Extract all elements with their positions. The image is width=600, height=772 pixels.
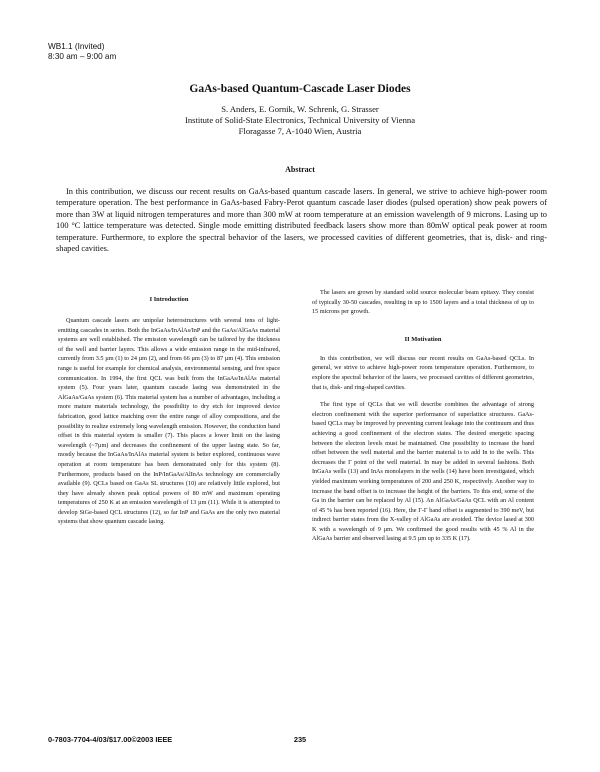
left-column [58,295,280,535]
affiliation: Institute of Solid-State Electronics, Technical University of Vienna [184,115,416,125]
abstract-heading: Abstract [285,165,315,174]
session-code: WB1.1 (Invited) [48,42,105,51]
authors: S. Anders, E. Gornik, W. Schrenk, G. Strasser [221,104,379,114]
session-header [48,42,116,62]
page-number: 235 [293,735,307,744]
address: Floragasse 7, A-1040 Wien, Austria [238,126,362,136]
session-time: 8:30 am – 9:00 am [48,52,117,61]
paper-title: GaAs-based Quantum-Cascade Laser Diodes [189,83,411,95]
section-heading-introduction: I Introduction [149,296,189,303]
paragraph: In this contribution, we will discuss our recent results on GaAs-based QCLs. In general, we strive to achieve high-power room temperature operation. Furthermore, to explore the spectral behavior of the lasers, we processed cavities of different geometries, that is, disk- and ring-shaped cavities. [312,354,534,391]
author-block [0,104,600,137]
footer-isbn: 0-7803-7704-4/03/$17.00©2003 IEEE [48,735,173,744]
paragraph: The first type of QCLs that we will describe combines the advantage of strong electron confinement with the superior performance of superlattice structures. GaAs-based QCLs may be improved by preventing current leakage into the continuum and thus achieving a good confinement of the electron states. The desired energetic spacing between the electron levels must be maintained. One possibility to increase the band offset between the well material and the barrier material is to add In to the wells. This decreases the Γ point of the well material. In may be added in several fashions. Both InGaAs wells (13) and InAs monolayers in the wells (14) have been investigated, which yielded maximum working temperatures of 200 and 250 K, respectively. Another way to increase the band offset is to increase the height of the barriers. To this end, some of the Ga in the barrier can be replaced by Al (15). An AlGaAs/GaAs QCL with an Al content of 45 % has been reported (16). Here, the Γ-Γ band offset is augmented to 390 meV, but indirect barrier states from the X-valley of AlGaAs are avoided. The device lased at 300 K with a wavelength of 9 µm. We confirmed the good results with 45 % Al in the AlGaAs barrier and observed lasing at 9.5 µm up to 335 K (17). [312,401,534,543]
right-column [312,288,534,552]
abstract-text: In this contribution, we discuss our recent results on GaAs-based quantum cascade lasers. In general, we strive to achieve high-power room temperature operation. The best performance in GaAs-based Fabry-Perot quantum cascade laser diodes (pulsed operation) show peak powers of more than 3W at liquid nitrogen temperatures and more than 300 mW at room temperature at an emission wavelength of 9 microns. Lasing up to 100 °C lattice temperature was detected. Single mode emitting distributed feedback lasers show more than 80mW optical peak power at room temperature. Furthermore, to explore the spectral behavior of the lasers, we processed cavities of different geometries, that is, disk- and ring-shaped cavities. [56,187,547,254]
section-heading-motivation: II Motivation [404,335,442,343]
paragraph: Quantum cascade lasers are unipolar heterostructures with several tens of light-emitting cascades in series. Both the InGaAs/InAlAs/InP and the GaAs/AlGaAs material systems are well established. The emission wavelength can be tailored by the thickness of the well and barrier layers. This allows a wide emission range in the mid-infrared, currently from 3.5 µm (1) to 24 µm (2), and from 66 µm (3) to 87 µm (4). This emission range is useful for example for chemical analysis, environmental sensing, and free space communication. In 1994, the first QCL was built from the InGaAs/InAlAs material system (5). Four years later, quantum cascade lasing was demonstrated in the AlGaAs/GaAs system (6). This material system has a number of advantages, including a more mature materials technology, the possibility to dry etch for improved device fabrication, good lattice matching over the entire range of alloy compositions, and the possibility to realize extremely long wavelength emission. However, the conduction band offset in this material system is smaller (7). This places a lower limit on the lasing wavelength (~7µm) and decreases the confinement of the upper lasing state. So far, mostly because the InGaAs/InAlAs material system is better explored, continuous wave operation at room temperature has been demonstrated only for this system (8). Furthermore, products based on the InP/InGaAs/AlInAs technology are commercially available (9). QCLs based on GaAs SL structures (10) are relatively little explored, but they have already shown peak optical powers of 80 mW and maximum operating temperatures of 250 K at an emission wavelength of 13 µm (11). While it is attempted to develop SiGe-based QCL structures (12), so far InP and GaAs are the only two material systems that show quantum cascade lasing. [58,317,280,526]
paragraph: The lasers are grown by standard solid source molecular beam epitaxy. They consist of typically 30-50 cascades, resulting in up to 1500 layers and a total thickness of up to 15 microns per growth. [312,289,534,316]
